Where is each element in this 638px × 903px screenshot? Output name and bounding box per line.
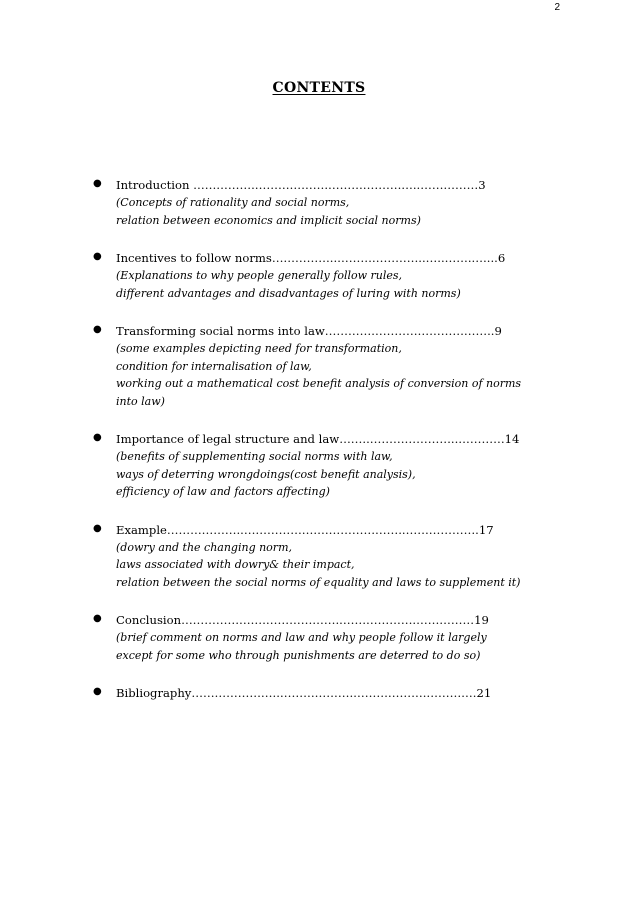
bullet-icon: ● (93, 522, 102, 534)
toc-heading: Bibliography…………………..……………….……………….………….21 (116, 686, 492, 700)
toc-description-line: (dowry and the changing norm, (116, 540, 292, 554)
toc-heading: Importance of legal structure and law……..…………………..…………14 (116, 432, 520, 446)
toc-heading: Incentives to follow norms……………..…………………..…..……..…...6 (116, 251, 506, 265)
toc-description-line: (some examples depicting need for transformation, (116, 342, 402, 355)
toc-entry-transforming (93, 323, 565, 410)
page-number: 2 (554, 2, 560, 13)
toc-entry-example (93, 522, 565, 592)
toc-heading: Example………………..……………….…………………..……………….17 (116, 522, 494, 537)
toc-entry-incentives (93, 250, 565, 302)
toc-description-line: (benefits of supplementing social norms with law, (116, 450, 393, 463)
toc-entry-conclusion (93, 612, 565, 664)
toc-description-line: relation between the social norms of equality and laws to supplement it) (116, 575, 521, 589)
toc-description-line: condition for internalisation of law, (116, 359, 312, 373)
toc-description-line: working out a mathematical cost benefit analysis of conversion of norms (116, 377, 522, 390)
toc-heading: Transforming social norms into law……………………………………..9 (116, 324, 502, 338)
page-title (0, 80, 638, 96)
bullet-icon: ● (93, 613, 102, 624)
toc-description-line: except for some who through punishments are deterred to do so) (116, 648, 481, 662)
bullet-icon: ● (93, 686, 102, 697)
toc-entry-importance (93, 431, 565, 501)
toc-description-line: into law) (116, 394, 165, 408)
toc-description-line: relation between economics and implicit social norms) (116, 213, 421, 227)
toc-description-line: laws associated with dowry& their impact, (116, 558, 355, 571)
toc-description-line: different advantages and disadvantages of luring with norms) (116, 286, 461, 300)
bullet-icon: ● (93, 251, 102, 262)
page-title-text: CONTENTS (272, 80, 366, 96)
toc-description-line: (Concepts of rationality and social norms, (116, 196, 350, 209)
toc-entry-bibliography (93, 685, 565, 702)
toc-description-line: (Explanations to why people generally follow rules, (116, 269, 403, 282)
bullet-icon: ● (93, 324, 102, 335)
table-of-contents (93, 177, 565, 723)
toc-heading: Introduction …………….……………….……………….…..……………3 (116, 178, 486, 192)
bullet-icon: ● (93, 432, 102, 443)
toc-heading: Conclusion……………….…………………..……………….……………19 (116, 613, 489, 627)
toc-description-line: (brief comment on norms and law and why people follow it largely (116, 631, 487, 644)
toc-description-line: ways of deterring wrongdoings(cost benefit analysis), (116, 467, 416, 481)
bullet-icon: ● (93, 178, 102, 189)
toc-description-line: efficiency of law and factors affecting) (116, 485, 330, 498)
toc-entry-introduction (93, 177, 565, 229)
